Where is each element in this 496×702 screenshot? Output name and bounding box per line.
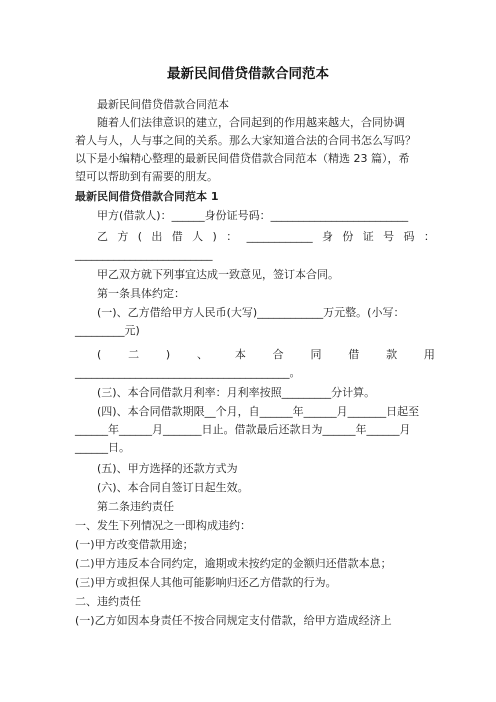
clause-line: ______年______月_______日止。借款最后还款日为______年______月 bbox=[75, 423, 411, 436]
intro-paragraph-line: 望可以帮助到有需要的朋友。 bbox=[75, 170, 218, 183]
clause-line: (六)、本合同自签订日起生效。 bbox=[97, 481, 249, 494]
intro-paragraph-line: 以下是小编精心整理的最新民间借贷借款合同范本（精选 23 篇），希 bbox=[75, 152, 410, 165]
clause-line: (一)甲方改变借款用途； bbox=[75, 538, 194, 551]
agreement-line: 甲乙双方就下列事宜达成一致意见，签订本合同。 bbox=[97, 268, 339, 281]
section-heading: 最新民间借贷借款合同范本 1 bbox=[75, 190, 219, 203]
clause-line: (一)、乙方借给甲方人民币(大写)____________万元整。(小写： bbox=[97, 306, 405, 319]
article-two-heading: 第二条违约责任 bbox=[97, 500, 174, 513]
clause-line: (四)、本合同借款期限__个月，自______年______月_______日起至 bbox=[97, 405, 420, 418]
clause-line: 一、发生下列情况之一即构成违约： bbox=[75, 519, 251, 532]
clause-line: (三)、本合同借款月利率：月利率按照_________分计算。 bbox=[97, 386, 376, 399]
intro-paragraph-line: 随着人们法律意识的建立，合同起到的作用越来越大，合同协调 bbox=[97, 116, 405, 129]
clause-line: _______________________________________。 bbox=[75, 366, 301, 379]
party-a-line: 甲方(借款人)：______身份证号码：_________________________ bbox=[97, 209, 409, 222]
article-one-heading: 第一条具体约定： bbox=[97, 287, 185, 300]
intro-heading: 最新民间借贷借款合同范本 bbox=[97, 98, 229, 111]
clause-line: (一)乙方如因本身责任不按合同规定支付借款，给甲方造成经济上 bbox=[75, 614, 392, 627]
clause-line: 二、违约责任 bbox=[75, 595, 141, 608]
document-title: 最新民间借贷借款合同范本 bbox=[167, 66, 329, 82]
clause-line: (二)甲方违反本合同约定，逾期或未按约定的金额归还借款本息； bbox=[75, 557, 392, 570]
clause-line: _________元) bbox=[75, 324, 140, 337]
clause-line: (三)甲方或担保人其他可能影响归还乙方借款的行为。 bbox=[75, 576, 337, 589]
clause-line: (五)、甲方选择的还款方式为 bbox=[97, 462, 238, 475]
intro-paragraph-line: 着人与人，人与事之间的关系。那么大家知道合法的合同书怎么写吗？ bbox=[75, 134, 416, 147]
clause-line: ______日。 bbox=[75, 441, 130, 454]
party-b-id-blank: _________________________ bbox=[75, 248, 213, 261]
party-b-line: 乙 方 ( 出 借 人 ) ： ____________ 身 份 证 号 码 ： bbox=[97, 230, 435, 243]
clause-purpose-line: ( 二 ) 、 本 合 同 借 款 用 bbox=[97, 348, 435, 361]
